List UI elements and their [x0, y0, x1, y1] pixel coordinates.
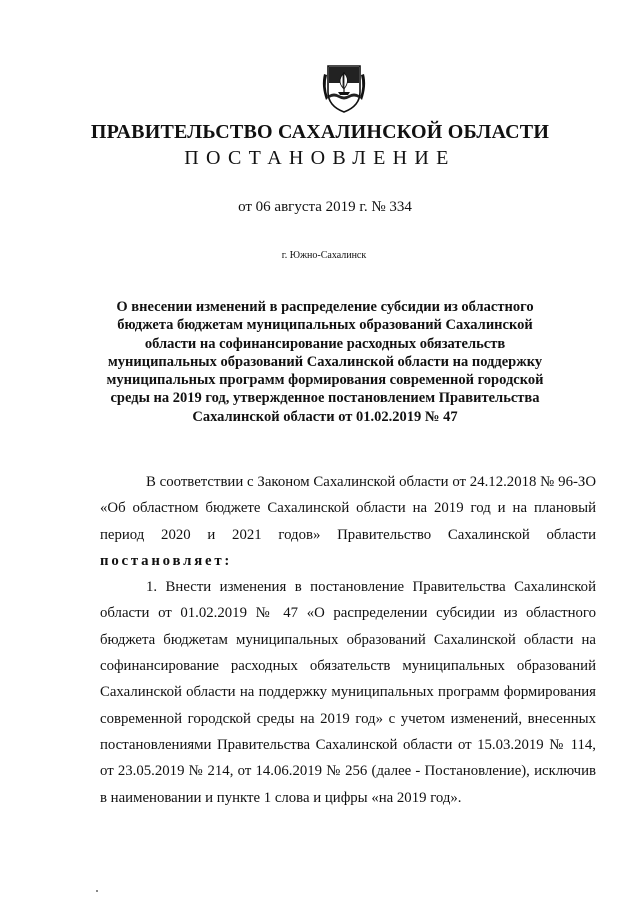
document-type: ПОСТАНОВЛЕНИЕ — [184, 147, 456, 169]
preamble-paragraph — [100, 469, 596, 574]
margin-dot — [96, 890, 98, 892]
sakhalin-coat-of-arms-icon — [318, 62, 370, 114]
government-name: ПРАВИТЕЛЬСТВО САХАЛИНСКОЙ ОБЛАСТИ — [90, 121, 550, 143]
document-title: О внесении изменений в распределение субсидии из областного бюджета бюджетам муниципальных образований Сахалинской области на софинансирование расходных обязательств муниципальных образований Сахалинской области на поддержку муниципальных программ формирования современной городской среды на 2019 год, утвержденное постановлением Правительства Сахалинской области от 01.02.2019 № 47 — [106, 299, 544, 425]
decides-keyword: постановляет: — [100, 552, 233, 569]
preamble-text: В соответствии с Законом Сахалинской области от 24.12.2018 № 96-ЗО «Об областном бюджете Сахалинской области на 2019 год и на плановый период 2020 и 2021 годов» Правительство Сахалинской области — [100, 474, 596, 543]
city: г. Южно-Сахалинск — [281, 250, 367, 261]
document-body — [100, 469, 596, 811]
item-1-paragraph: 1. Внести изменения в постановление Правительства Сахалинской области от 01.02.2019 № 47 «О распределении субсидии из областного бюджета бюджетам муниципальных образований Сахалинской области на софинансирование расходных обязательств муниципальных образований Сахалинской области на поддержку муниципальных программ формирования современной городской среды на 2019 год» с учетом изменений, внесенных постановлениями Правительства Сахалинской области от 15.03.2019 № 114, от 23.05.2019 № 214, от 14.06.2019 № 256 (далее - Постановление), исключив в наименовании и пункте 1 слова и цифры «на 2019 год». — [100, 579, 596, 806]
date-and-number: от 06 августа 2019 г. № 334 — [238, 199, 412, 215]
